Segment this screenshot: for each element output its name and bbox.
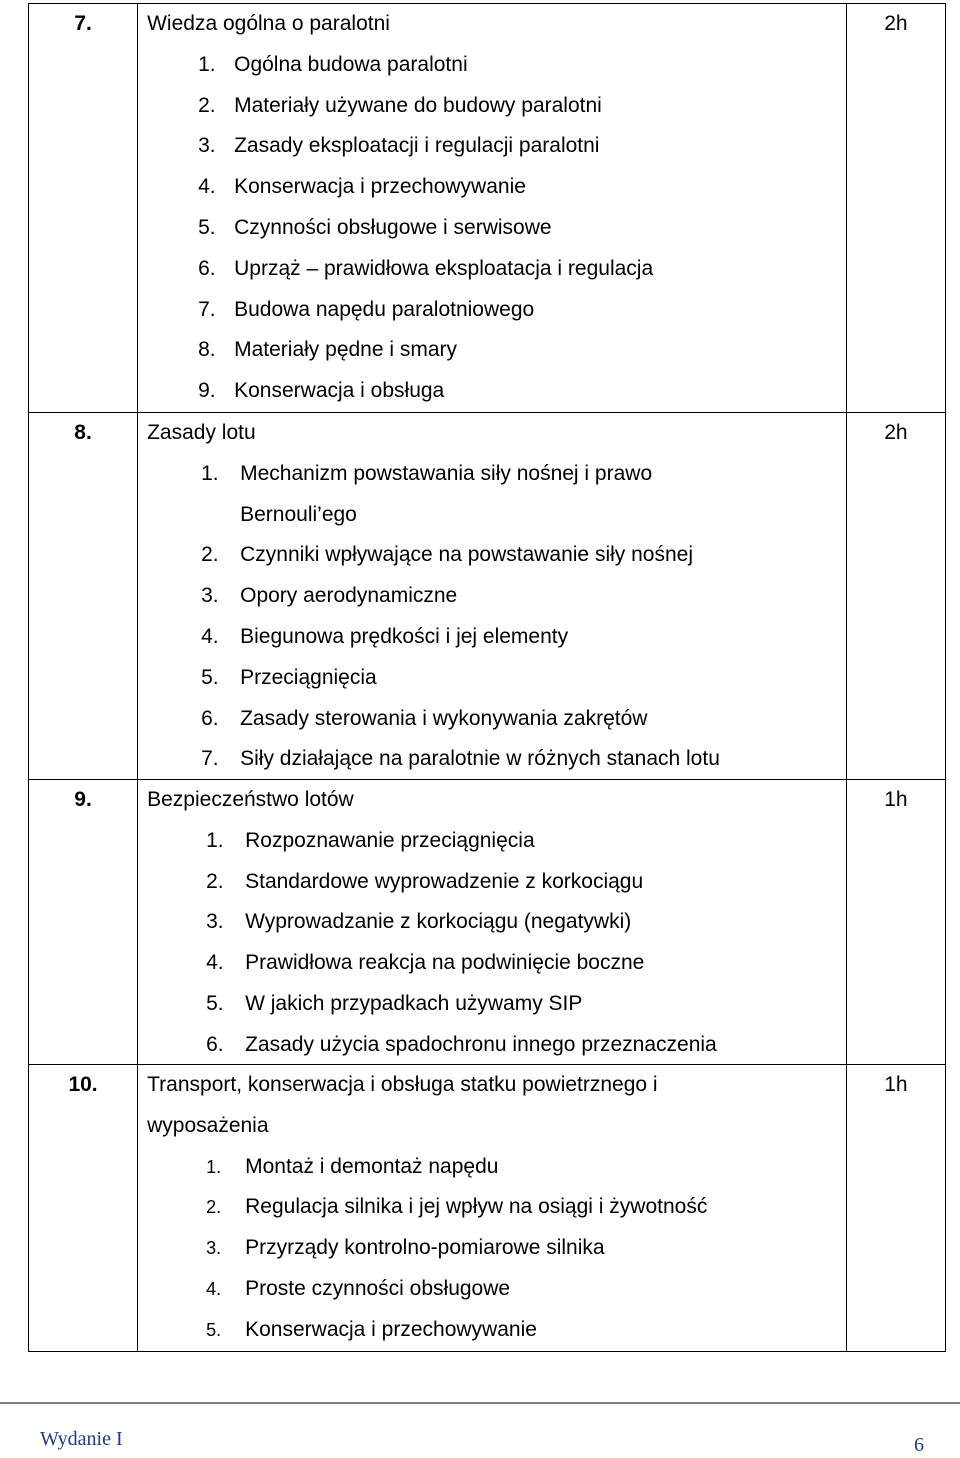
subtopic-text: Konserwacja i obsługa	[234, 379, 445, 403]
section-row	[29, 1065, 946, 1352]
subtopic-text: Wyprowadzanie z korkociągu (negatywki)	[245, 910, 632, 934]
subtopic-text: Czynniki wpływające na powstawanie siły nośnej	[240, 543, 693, 567]
subtopic-item	[147, 576, 846, 617]
subtopic-number: 9.	[198, 379, 216, 403]
subtopic-item	[147, 617, 846, 658]
section-topic-cell	[147, 1065, 846, 1351]
subtopic-text: Budowa napędu paralotniowego	[234, 297, 535, 321]
footer-divider	[0, 1402, 960, 1404]
subtopic-item	[147, 984, 846, 1025]
subtopic-item	[147, 86, 846, 127]
syllabus-table	[28, 3, 946, 1352]
subtopic-number: 1.	[206, 828, 224, 852]
section-hours: 2h	[846, 4, 945, 413]
section-title: Bezpieczeństwo lotów	[147, 788, 354, 811]
subtopic-text: Czynności obsługowe i serwisowe	[234, 215, 552, 239]
subtopic-item	[147, 739, 846, 780]
subtopic-number: 4.	[206, 951, 224, 975]
subtopic-text: Konserwacja i przechowywanie	[234, 175, 526, 199]
section-hours: 2h	[846, 413, 945, 780]
subtopic-text: Przyrządy kontrolno-pomiarowe silnika	[245, 1236, 605, 1260]
subtopic-list	[147, 1147, 846, 1351]
subtopic-number: 2.	[198, 93, 216, 117]
subtopic-item	[147, 330, 846, 371]
subtopic-item	[147, 943, 846, 984]
subtopic-item	[147, 535, 846, 576]
subtopic-number: 8.	[198, 338, 216, 362]
subtopic-text: Zasady użycia spadochronu innego przeznaczenia	[245, 1032, 717, 1056]
subtopic-text: Przeciągnięcia	[240, 665, 377, 689]
subtopic-number: 1.	[201, 461, 219, 485]
subtopic-text: Prawidłowa reakcja na podwinięcie boczne	[245, 951, 645, 975]
subtopic-list	[147, 821, 846, 1066]
section-row	[29, 4, 946, 413]
subtopic-text: Konserwacja i przechowywanie	[245, 1317, 537, 1341]
subtopic-item	[147, 1187, 846, 1228]
footer-edition: Wydanie I	[40, 1428, 123, 1450]
section-hours: 1h	[846, 780, 945, 1065]
section-title: Transport, konserwacja i obsługa statku powietrznego i wyposażenia	[147, 1073, 658, 1137]
subtopic-item	[147, 1310, 846, 1351]
subtopic-item	[147, 167, 846, 208]
subtopic-text: Standardowe wyprowadzenie z korkociągu	[245, 869, 644, 893]
subtopic-number: 1.	[198, 52, 216, 76]
subtopic-text: Siły działające na paralotnie w różnych stanach lotu	[240, 747, 720, 771]
subtopic-text: Opory aerodynamiczne	[240, 584, 458, 608]
subtopic-number: 7.	[198, 297, 216, 321]
subtopic-number: 6.	[206, 1032, 224, 1056]
subtopic-number: 4.	[198, 175, 216, 199]
section-hours: 1h	[846, 1065, 945, 1352]
subtopic-text: Zasady eksploatacji i regulacji paralotni	[234, 134, 600, 158]
subtopic-number: 6.	[198, 256, 216, 280]
subtopic-item	[147, 454, 846, 536]
subtopic-number: 5.	[198, 215, 216, 239]
subtopic-number: 7.	[201, 747, 219, 771]
subtopic-number: 3.	[201, 584, 219, 608]
section-row	[29, 413, 946, 780]
subtopic-item	[147, 1228, 846, 1269]
subtopic-item	[147, 1147, 846, 1188]
subtopic-item	[147, 290, 846, 331]
section-title: Wiedza ogólna o paralotni	[147, 12, 390, 35]
subtopic-item	[147, 208, 846, 249]
subtopic-text: Rozpoznawanie przeciągnięcia	[245, 828, 535, 852]
subtopic-item	[147, 126, 846, 167]
subtopic-text: Proste czynności obsługowe	[245, 1276, 511, 1300]
subtopic-list	[147, 454, 846, 780]
section-number: 8.	[29, 413, 138, 780]
subtopic-item	[147, 658, 846, 699]
subtopic-number: 6.	[201, 706, 219, 730]
subtopic-text: Materiały używane do budowy paralotni	[234, 93, 602, 117]
subtopic-number: 2.	[206, 1197, 222, 1218]
section-topic-cell	[147, 4, 846, 412]
subtopic-text: Materiały pędne i smary	[234, 338, 458, 362]
section-number: 9.	[29, 780, 138, 1065]
subtopic-list	[147, 45, 846, 412]
subtopic-text: Uprząż – prawidłowa eksploatacja i regulacja	[234, 256, 654, 280]
section-topic-cell	[147, 780, 846, 1064]
subtopic-number: 4.	[201, 624, 219, 648]
section-title: Zasady lotu	[147, 421, 256, 444]
subtopic-number: 2.	[201, 543, 219, 567]
subtopic-number: 2.	[206, 869, 224, 893]
subtopic-number: 5.	[201, 665, 219, 689]
subtopic-item	[147, 1269, 846, 1310]
subtopic-number: 3.	[198, 134, 216, 158]
subtopic-number: 5.	[206, 1319, 222, 1340]
syllabus-body	[29, 4, 946, 1352]
section-row	[29, 780, 946, 1065]
subtopic-number: 3.	[206, 1238, 222, 1259]
subtopic-item	[147, 862, 846, 903]
subtopic-text: Montaż i demontaż napędu	[245, 1154, 499, 1178]
subtopic-text: Biegunowa prędkości i jej elementy	[240, 624, 569, 648]
subtopic-text: W jakich przypadkach używamy SIP	[245, 991, 583, 1015]
subtopic-text: Mechanizm powstawania siły nośnej i prawo Bernouli’ego	[240, 461, 653, 526]
subtopic-text: Ogólna budowa paralotni	[234, 52, 468, 76]
section-topic-cell	[147, 413, 846, 779]
subtopic-number: 4.	[206, 1278, 222, 1299]
subtopic-item	[147, 45, 846, 86]
section-number: 7.	[29, 4, 138, 413]
subtopic-item	[147, 902, 846, 943]
subtopic-item	[147, 821, 846, 862]
subtopic-item	[147, 371, 846, 412]
page-number: 6	[914, 1434, 924, 1456]
section-number: 10.	[29, 1065, 138, 1352]
subtopic-item	[147, 699, 846, 740]
subtopic-item	[147, 1025, 846, 1066]
subtopic-number: 1.	[206, 1156, 222, 1177]
subtopic-number: 5.	[206, 991, 224, 1015]
subtopic-item	[147, 249, 846, 290]
subtopic-number: 3.	[206, 910, 224, 934]
subtopic-text: Regulacja silnika i jej wpływ na osiągi i żywotność	[245, 1195, 708, 1219]
subtopic-text: Zasady sterowania i wykonywania zakrętów	[240, 706, 648, 730]
